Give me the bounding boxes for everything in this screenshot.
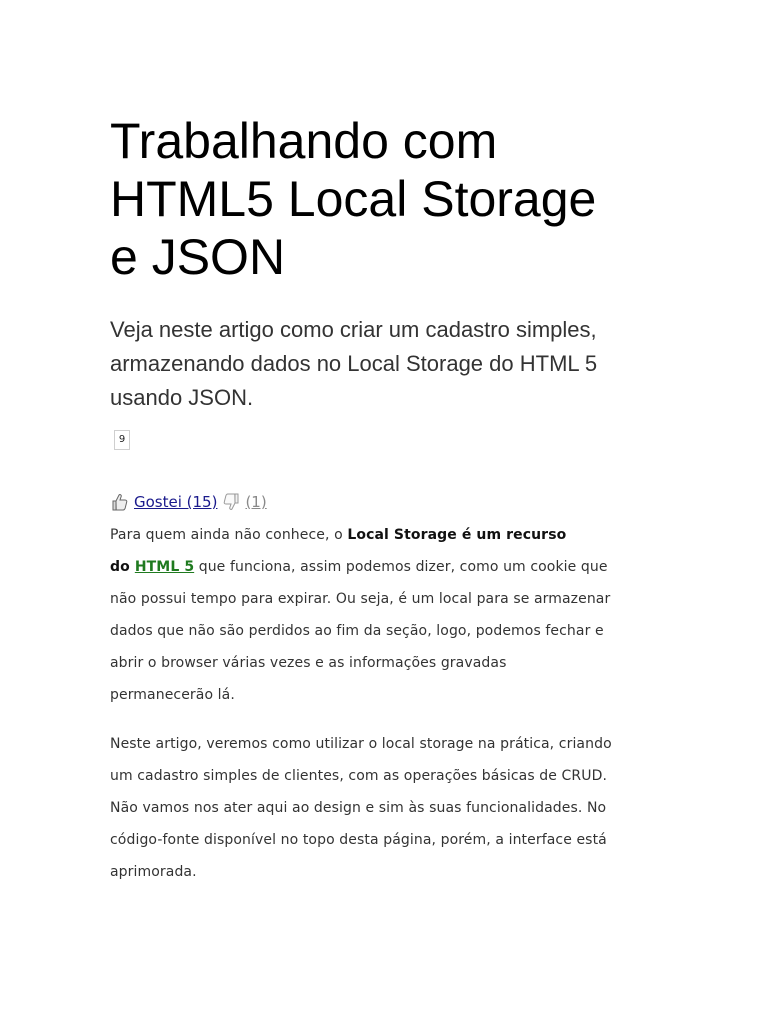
page-title xyxy=(110,112,670,286)
paragraph-1-text: Para quem ainda não conhece, o xyxy=(110,527,348,543)
paragraph-2-line-2: um cadastro simples de clientes, com as operações básicas de CRUD. xyxy=(110,768,608,784)
paragraph-1-line-2 xyxy=(110,551,670,583)
title-line-3: e JSON xyxy=(110,229,286,285)
count-badge: 9 xyxy=(114,430,130,450)
paragraph-2-line-5: aprimorada. xyxy=(110,864,197,880)
like-button[interactable]: Gostei (15) xyxy=(134,493,218,511)
subtitle-line-1: Veja neste artigo como criar um cadastro simples, xyxy=(110,317,597,342)
paragraph-2 xyxy=(110,728,670,888)
paragraph-1-line-3: não possui tempo para expirar. Ou seja, é um local para se armazenar xyxy=(110,591,611,607)
paragraph-1-bold: do xyxy=(110,559,135,575)
paragraph-1-line-6: permanecerão lá. xyxy=(110,687,235,703)
paragraph-1-line-4: dados que não são perdidos ao fim da seção, logo, podemos fechar e xyxy=(110,623,604,639)
thumbs-up-icon[interactable] xyxy=(110,492,130,512)
subtitle-line-3: usando JSON. xyxy=(110,385,254,410)
rating-bar xyxy=(110,491,267,513)
paragraph-2-line-3: Não vamos nos ater aqui ao design e sim às suas funcionalidades. No xyxy=(110,800,607,816)
paragraph-1-line-1 xyxy=(110,519,670,551)
title-line-2: HTML5 Local Storage xyxy=(110,171,597,227)
paragraph-2-line-4: código-fonte disponível no topo desta página, porém, a interface está xyxy=(110,832,607,848)
html5-link[interactable]: HTML 5 xyxy=(134,559,195,575)
article-subtitle xyxy=(110,313,670,415)
subtitle-line-2: armazenando dados no Local Storage do HTML 5 xyxy=(110,351,598,376)
dislike-button[interactable]: (1) xyxy=(245,493,267,511)
title-line-1: Trabalhando com xyxy=(110,113,498,169)
thumbs-down-icon[interactable] xyxy=(221,492,241,512)
paragraph-1-bold: Local Storage é um recurso xyxy=(347,527,567,543)
paragraph-1-text: que funciona, assim podemos dizer, como um cookie que xyxy=(194,559,608,575)
paragraph-1 xyxy=(110,519,670,711)
paragraph-1-line-5: abrir o browser várias vezes e as informações gravadas xyxy=(110,655,507,671)
paragraph-2-line-1: Neste artigo, veremos como utilizar o local storage na prática, criando xyxy=(110,736,612,752)
